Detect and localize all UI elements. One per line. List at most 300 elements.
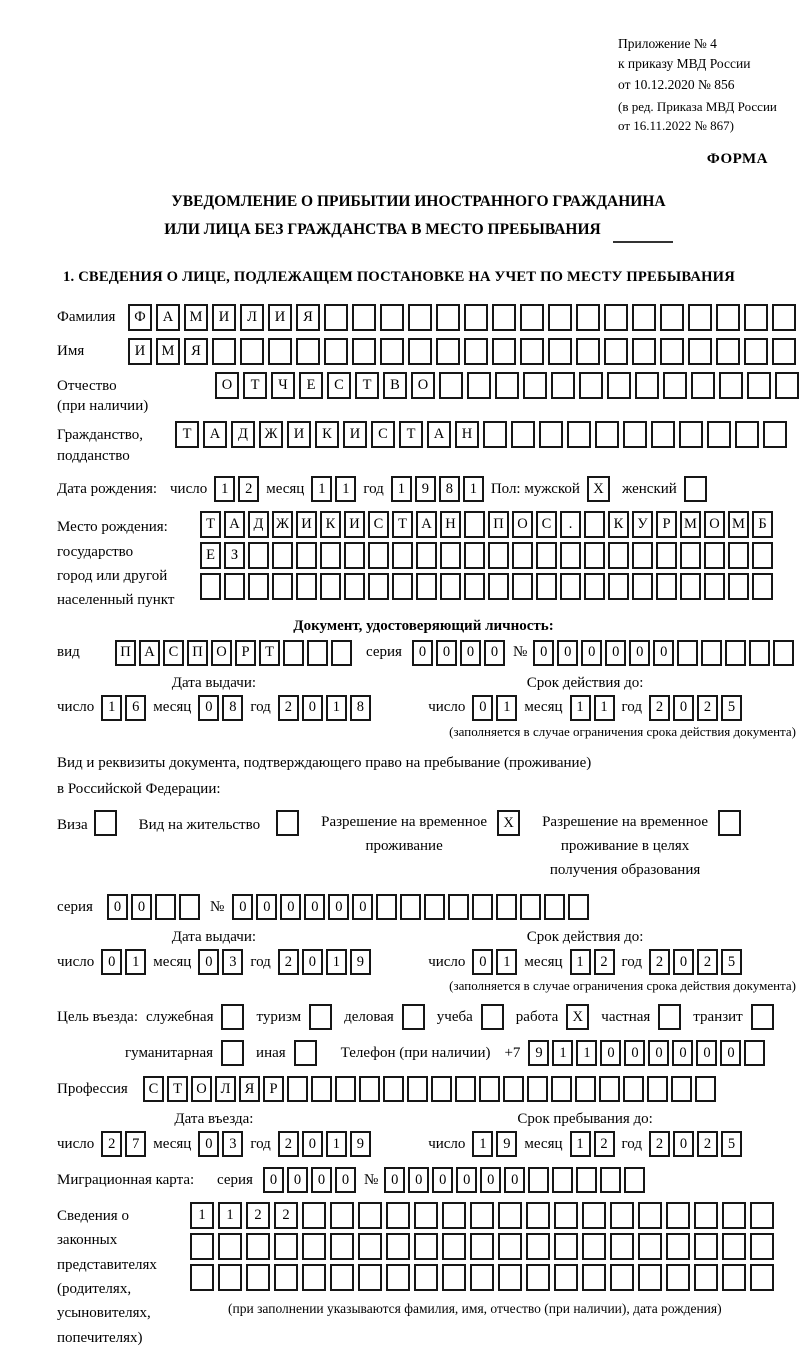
form-cell[interactable]: Ж — [259, 421, 283, 448]
form-cell[interactable] — [582, 1264, 606, 1291]
form-cell[interactable]: А — [427, 421, 451, 448]
form-cell[interactable] — [608, 573, 629, 600]
form-cell[interactable] — [344, 542, 365, 569]
form-cell[interactable] — [623, 421, 647, 448]
form-cell[interactable]: Е — [200, 542, 221, 569]
form-cell[interactable]: 2 — [246, 1202, 270, 1229]
purpose-official-checkbox[interactable] — [221, 1004, 244, 1030]
form-cell[interactable]: 1 — [335, 476, 356, 502]
form-cell[interactable] — [464, 573, 485, 600]
form-cell[interactable] — [772, 304, 796, 331]
form-cell[interactable] — [523, 372, 547, 399]
form-cell[interactable] — [179, 894, 200, 920]
form-cell[interactable]: 0 — [653, 640, 674, 666]
form-cell[interactable] — [512, 573, 533, 600]
form-cell[interactable] — [307, 640, 328, 666]
form-cell[interactable] — [704, 542, 725, 569]
form-cell[interactable]: 2 — [697, 1131, 718, 1157]
form-cell[interactable] — [722, 1264, 746, 1291]
form-cell[interactable]: 1 — [391, 476, 412, 502]
form-cell[interactable]: 0 — [328, 894, 349, 920]
form-cell[interactable] — [548, 304, 572, 331]
form-cell[interactable] — [744, 1040, 765, 1066]
form-cell[interactable] — [666, 1233, 690, 1260]
form-cell[interactable] — [701, 640, 722, 666]
form-cell[interactable] — [554, 1264, 578, 1291]
gender-female-checkbox[interactable] — [684, 476, 707, 502]
form-cell[interactable]: 8 — [439, 476, 460, 502]
form-cell[interactable] — [749, 640, 770, 666]
form-cell[interactable] — [744, 304, 768, 331]
form-cell[interactable] — [688, 338, 712, 365]
form-cell[interactable] — [431, 1076, 452, 1102]
form-cell[interactable]: О — [512, 511, 533, 538]
form-cell[interactable]: 0 — [335, 1167, 356, 1193]
gender-male-checkbox[interactable]: X — [587, 476, 610, 502]
form-cell[interactable] — [407, 1076, 428, 1102]
purpose-other-checkbox[interactable] — [294, 1040, 317, 1066]
form-cell[interactable]: 0 — [198, 949, 219, 975]
form-cell[interactable] — [600, 1167, 621, 1193]
form-cell[interactable] — [436, 338, 460, 365]
form-cell[interactable] — [544, 894, 565, 920]
form-cell[interactable] — [595, 421, 619, 448]
form-cell[interactable] — [512, 542, 533, 569]
form-cell[interactable] — [548, 338, 572, 365]
form-cell[interactable]: О — [411, 372, 435, 399]
form-cell[interactable]: 2 — [697, 695, 718, 721]
form-cell[interactable] — [552, 1167, 573, 1193]
form-cell[interactable]: 0 — [557, 640, 578, 666]
form-cell[interactable] — [584, 573, 605, 600]
form-cell[interactable]: Т — [399, 421, 423, 448]
form-cell[interactable]: 1 — [190, 1202, 214, 1229]
form-cell[interactable] — [358, 1233, 382, 1260]
form-cell[interactable] — [274, 1264, 298, 1291]
form-cell[interactable] — [752, 542, 773, 569]
form-cell[interactable]: 0 — [107, 894, 128, 920]
form-cell[interactable]: 0 — [280, 894, 301, 920]
form-cell[interactable] — [638, 1233, 662, 1260]
form-cell[interactable]: И — [296, 511, 317, 538]
form-cell[interactable] — [608, 542, 629, 569]
form-cell[interactable]: 0 — [629, 640, 650, 666]
form-cell[interactable]: 0 — [287, 1167, 308, 1193]
form-cell[interactable] — [722, 1233, 746, 1260]
form-cell[interactable] — [324, 338, 348, 365]
form-cell[interactable]: И — [344, 511, 365, 538]
form-cell[interactable] — [576, 338, 600, 365]
form-cell[interactable]: Т — [355, 372, 379, 399]
form-cell[interactable]: 0 — [720, 1040, 741, 1066]
form-cell[interactable]: 1 — [472, 1131, 493, 1157]
form-cell[interactable]: 0 — [456, 1167, 477, 1193]
form-cell[interactable]: 0 — [472, 949, 493, 975]
form-cell[interactable]: 1 — [552, 1040, 573, 1066]
form-cell[interactable]: 0 — [600, 1040, 621, 1066]
form-cell[interactable]: 0 — [432, 1167, 453, 1193]
form-cell[interactable]: С — [143, 1076, 164, 1102]
form-cell[interactable] — [368, 542, 389, 569]
form-cell[interactable] — [240, 338, 264, 365]
form-cell[interactable] — [496, 894, 517, 920]
form-cell[interactable]: 0 — [131, 894, 152, 920]
form-cell[interactable] — [190, 1264, 214, 1291]
form-cell[interactable]: К — [608, 511, 629, 538]
form-cell[interactable] — [575, 1076, 596, 1102]
form-cell[interactable] — [330, 1202, 354, 1229]
form-cell[interactable] — [368, 573, 389, 600]
form-cell[interactable]: 1 — [570, 949, 591, 975]
form-cell[interactable] — [632, 542, 653, 569]
form-cell[interactable] — [551, 1076, 572, 1102]
form-cell[interactable] — [763, 421, 787, 448]
form-cell[interactable] — [439, 372, 463, 399]
form-cell[interactable]: И — [287, 421, 311, 448]
form-cell[interactable] — [464, 304, 488, 331]
form-cell[interactable]: А — [224, 511, 245, 538]
purpose-humanitarian-checkbox[interactable] — [221, 1040, 244, 1066]
form-cell[interactable] — [358, 1202, 382, 1229]
form-cell[interactable] — [735, 421, 759, 448]
form-cell[interactable] — [442, 1264, 466, 1291]
form-cell[interactable]: Т — [200, 511, 221, 538]
form-cell[interactable] — [773, 640, 794, 666]
form-cell[interactable]: Л — [240, 304, 264, 331]
form-cell[interactable] — [218, 1233, 242, 1260]
purpose-transit-checkbox[interactable] — [751, 1004, 774, 1030]
form-cell[interactable] — [694, 1202, 718, 1229]
form-cell[interactable] — [554, 1233, 578, 1260]
form-cell[interactable]: Т — [175, 421, 199, 448]
form-cell[interactable]: К — [315, 421, 339, 448]
form-cell[interactable]: 3 — [222, 949, 243, 975]
form-cell[interactable]: 0 — [673, 695, 694, 721]
form-cell[interactable]: Р — [235, 640, 256, 666]
form-cell[interactable] — [320, 542, 341, 569]
form-cell[interactable]: Е — [299, 372, 323, 399]
form-cell[interactable]: П — [187, 640, 208, 666]
form-cell[interactable]: . — [560, 511, 581, 538]
form-cell[interactable] — [680, 542, 701, 569]
form-cell[interactable]: 0 — [472, 695, 493, 721]
form-cell[interactable] — [536, 542, 557, 569]
form-cell[interactable]: 1 — [326, 1131, 347, 1157]
form-cell[interactable]: Я — [296, 304, 320, 331]
form-cell[interactable] — [511, 421, 535, 448]
form-cell[interactable] — [520, 894, 541, 920]
form-cell[interactable] — [464, 511, 485, 538]
form-cell[interactable] — [320, 573, 341, 600]
purpose-tourism-checkbox[interactable] — [309, 1004, 332, 1030]
form-cell[interactable] — [386, 1233, 410, 1260]
form-cell[interactable]: С — [368, 511, 389, 538]
form-cell[interactable] — [248, 573, 269, 600]
form-cell[interactable] — [632, 338, 656, 365]
form-cell[interactable] — [498, 1202, 522, 1229]
form-cell[interactable]: О — [704, 511, 725, 538]
form-cell[interactable]: 1 — [570, 695, 591, 721]
form-cell[interactable] — [302, 1202, 326, 1229]
form-cell[interactable]: 0 — [673, 949, 694, 975]
form-cell[interactable]: 0 — [198, 1131, 219, 1157]
form-cell[interactable] — [155, 894, 176, 920]
form-cell[interactable]: О — [215, 372, 239, 399]
form-cell[interactable]: 1 — [125, 949, 146, 975]
form-cell[interactable] — [470, 1202, 494, 1229]
form-cell[interactable] — [488, 573, 509, 600]
form-cell[interactable] — [436, 304, 460, 331]
form-cell[interactable]: 0 — [352, 894, 373, 920]
form-cell[interactable]: С — [163, 640, 184, 666]
form-cell[interactable] — [707, 421, 731, 448]
form-cell[interactable]: 0 — [198, 695, 219, 721]
form-cell[interactable]: 2 — [238, 476, 259, 502]
form-cell[interactable]: Д — [231, 421, 255, 448]
form-cell[interactable]: 5 — [721, 1131, 742, 1157]
form-cell[interactable]: 0 — [384, 1167, 405, 1193]
form-cell[interactable] — [610, 1202, 634, 1229]
form-cell[interactable] — [488, 542, 509, 569]
form-cell[interactable]: 0 — [232, 894, 253, 920]
form-cell[interactable] — [679, 421, 703, 448]
form-cell[interactable]: 5 — [721, 695, 742, 721]
form-cell[interactable]: 0 — [581, 640, 602, 666]
form-cell[interactable]: 2 — [649, 1131, 670, 1157]
form-cell[interactable] — [470, 1233, 494, 1260]
form-cell[interactable]: 1 — [326, 949, 347, 975]
form-cell[interactable] — [722, 1202, 746, 1229]
form-cell[interactable] — [376, 894, 397, 920]
form-cell[interactable] — [246, 1264, 270, 1291]
form-cell[interactable] — [526, 1264, 550, 1291]
form-cell[interactable]: А — [139, 640, 160, 666]
form-cell[interactable]: Б — [752, 511, 773, 538]
form-cell[interactable]: И — [212, 304, 236, 331]
form-cell[interactable]: 1 — [218, 1202, 242, 1229]
form-cell[interactable]: 2 — [594, 949, 615, 975]
form-cell[interactable]: Ж — [272, 511, 293, 538]
form-cell[interactable]: Т — [243, 372, 267, 399]
form-cell[interactable] — [359, 1076, 380, 1102]
form-cell[interactable] — [296, 573, 317, 600]
form-cell[interactable]: А — [203, 421, 227, 448]
form-cell[interactable]: 1 — [101, 695, 122, 721]
form-cell[interactable]: 0 — [504, 1167, 525, 1193]
form-cell[interactable] — [492, 338, 516, 365]
form-cell[interactable] — [498, 1264, 522, 1291]
form-cell[interactable] — [331, 640, 352, 666]
form-cell[interactable] — [520, 338, 544, 365]
form-cell[interactable]: П — [115, 640, 136, 666]
form-cell[interactable] — [520, 304, 544, 331]
form-cell[interactable]: 0 — [408, 1167, 429, 1193]
form-cell[interactable] — [716, 338, 740, 365]
form-cell[interactable]: У — [632, 511, 653, 538]
form-cell[interactable] — [503, 1076, 524, 1102]
form-cell[interactable] — [330, 1233, 354, 1260]
form-cell[interactable] — [246, 1233, 270, 1260]
form-cell[interactable] — [274, 1233, 298, 1260]
form-cell[interactable] — [750, 1264, 774, 1291]
form-cell[interactable] — [414, 1264, 438, 1291]
form-cell[interactable] — [728, 542, 749, 569]
purpose-work-checkbox[interactable]: X — [566, 1004, 589, 1030]
form-cell[interactable] — [268, 338, 292, 365]
form-cell[interactable]: 0 — [302, 949, 323, 975]
form-cell[interactable] — [408, 338, 432, 365]
form-cell[interactable] — [200, 573, 221, 600]
form-cell[interactable] — [560, 573, 581, 600]
form-cell[interactable] — [638, 1264, 662, 1291]
form-cell[interactable] — [680, 573, 701, 600]
form-cell[interactable] — [604, 304, 628, 331]
form-cell[interactable] — [647, 1076, 668, 1102]
form-cell[interactable] — [632, 304, 656, 331]
form-cell[interactable]: С — [371, 421, 395, 448]
form-cell[interactable]: 0 — [533, 640, 554, 666]
form-cell[interactable] — [416, 542, 437, 569]
form-cell[interactable]: 0 — [101, 949, 122, 975]
form-cell[interactable] — [635, 372, 659, 399]
form-cell[interactable] — [638, 1202, 662, 1229]
form-cell[interactable] — [492, 304, 516, 331]
form-cell[interactable]: К — [320, 511, 341, 538]
form-cell[interactable] — [414, 1202, 438, 1229]
form-cell[interactable]: 9 — [496, 1131, 517, 1157]
form-cell[interactable] — [400, 894, 421, 920]
form-cell[interactable] — [576, 1167, 597, 1193]
form-cell[interactable] — [728, 573, 749, 600]
form-cell[interactable] — [224, 573, 245, 600]
form-cell[interactable] — [660, 304, 684, 331]
form-cell[interactable]: 0 — [605, 640, 626, 666]
form-cell[interactable]: 1 — [594, 695, 615, 721]
form-cell[interactable]: 0 — [256, 894, 277, 920]
form-cell[interactable] — [688, 304, 712, 331]
form-cell[interactable]: 0 — [263, 1167, 284, 1193]
form-cell[interactable]: 2 — [697, 949, 718, 975]
form-cell[interactable]: Ч — [271, 372, 295, 399]
form-cell[interactable] — [632, 573, 653, 600]
form-cell[interactable]: 2 — [274, 1202, 298, 1229]
form-cell[interactable]: З — [224, 542, 245, 569]
form-cell[interactable] — [656, 542, 677, 569]
form-cell[interactable] — [302, 1264, 326, 1291]
form-cell[interactable] — [392, 542, 413, 569]
form-cell[interactable]: С — [536, 511, 557, 538]
form-cell[interactable]: О — [191, 1076, 212, 1102]
purpose-private-checkbox[interactable] — [658, 1004, 681, 1030]
form-cell[interactable]: Р — [263, 1076, 284, 1102]
form-cell[interactable] — [190, 1233, 214, 1260]
form-cell[interactable] — [567, 421, 591, 448]
form-cell[interactable] — [498, 1233, 522, 1260]
form-cell[interactable]: 2 — [278, 1131, 299, 1157]
form-cell[interactable]: 1 — [326, 695, 347, 721]
form-cell[interactable] — [744, 338, 768, 365]
form-cell[interactable] — [467, 372, 491, 399]
form-cell[interactable]: 1 — [496, 949, 517, 975]
form-cell[interactable]: 0 — [304, 894, 325, 920]
form-cell[interactable] — [536, 573, 557, 600]
form-cell[interactable]: Я — [239, 1076, 260, 1102]
form-cell[interactable]: М — [184, 304, 208, 331]
form-cell[interactable] — [604, 338, 628, 365]
form-cell[interactable]: 2 — [278, 949, 299, 975]
form-cell[interactable] — [772, 338, 796, 365]
form-cell[interactable] — [424, 894, 445, 920]
form-cell[interactable]: А — [156, 304, 180, 331]
form-cell[interactable] — [694, 1264, 718, 1291]
form-cell[interactable] — [440, 542, 461, 569]
form-cell[interactable] — [747, 372, 771, 399]
form-cell[interactable] — [539, 421, 563, 448]
form-cell[interactable] — [324, 304, 348, 331]
form-cell[interactable]: Р — [656, 511, 677, 538]
form-cell[interactable]: Л — [215, 1076, 236, 1102]
form-cell[interactable] — [464, 338, 488, 365]
form-cell[interactable]: 6 — [125, 695, 146, 721]
form-cell[interactable] — [386, 1202, 410, 1229]
form-cell[interactable] — [560, 542, 581, 569]
form-cell[interactable] — [691, 372, 715, 399]
form-cell[interactable] — [725, 640, 746, 666]
form-cell[interactable]: И — [128, 338, 152, 365]
form-cell[interactable]: Д — [248, 511, 269, 538]
form-cell[interactable] — [392, 573, 413, 600]
form-cell[interactable]: 1 — [570, 1131, 591, 1157]
form-cell[interactable] — [380, 338, 404, 365]
form-cell[interactable] — [442, 1202, 466, 1229]
form-cell[interactable]: 9 — [350, 1131, 371, 1157]
form-cell[interactable] — [526, 1202, 550, 1229]
form-cell[interactable]: Ф — [128, 304, 152, 331]
form-cell[interactable] — [344, 573, 365, 600]
form-cell[interactable]: 0 — [648, 1040, 669, 1066]
form-cell[interactable]: 0 — [484, 640, 505, 666]
form-cell[interactable] — [302, 1233, 326, 1260]
form-cell[interactable] — [358, 1264, 382, 1291]
form-cell[interactable] — [455, 1076, 476, 1102]
form-cell[interactable] — [272, 542, 293, 569]
form-cell[interactable] — [352, 338, 376, 365]
form-cell[interactable]: 0 — [673, 1131, 694, 1157]
form-cell[interactable] — [695, 1076, 716, 1102]
form-cell[interactable] — [719, 372, 743, 399]
form-cell[interactable] — [666, 1264, 690, 1291]
form-cell[interactable] — [704, 573, 725, 600]
form-cell[interactable] — [750, 1202, 774, 1229]
form-cell[interactable]: 2 — [278, 695, 299, 721]
form-cell[interactable]: 9 — [415, 476, 436, 502]
form-cell[interactable] — [526, 1233, 550, 1260]
residence-permit-checkbox[interactable] — [276, 810, 299, 836]
form-cell[interactable] — [335, 1076, 356, 1102]
form-cell[interactable]: Т — [167, 1076, 188, 1102]
form-cell[interactable] — [568, 894, 589, 920]
form-cell[interactable]: 8 — [350, 695, 371, 721]
form-cell[interactable]: 2 — [649, 695, 670, 721]
visa-checkbox[interactable] — [94, 810, 117, 836]
form-cell[interactable]: Т — [259, 640, 280, 666]
form-cell[interactable]: 1 — [496, 695, 517, 721]
form-cell[interactable] — [470, 1264, 494, 1291]
temp-residence-education-checkbox[interactable] — [718, 810, 741, 836]
form-cell[interactable] — [283, 640, 304, 666]
form-cell[interactable]: 0 — [302, 695, 323, 721]
form-cell[interactable] — [656, 573, 677, 600]
